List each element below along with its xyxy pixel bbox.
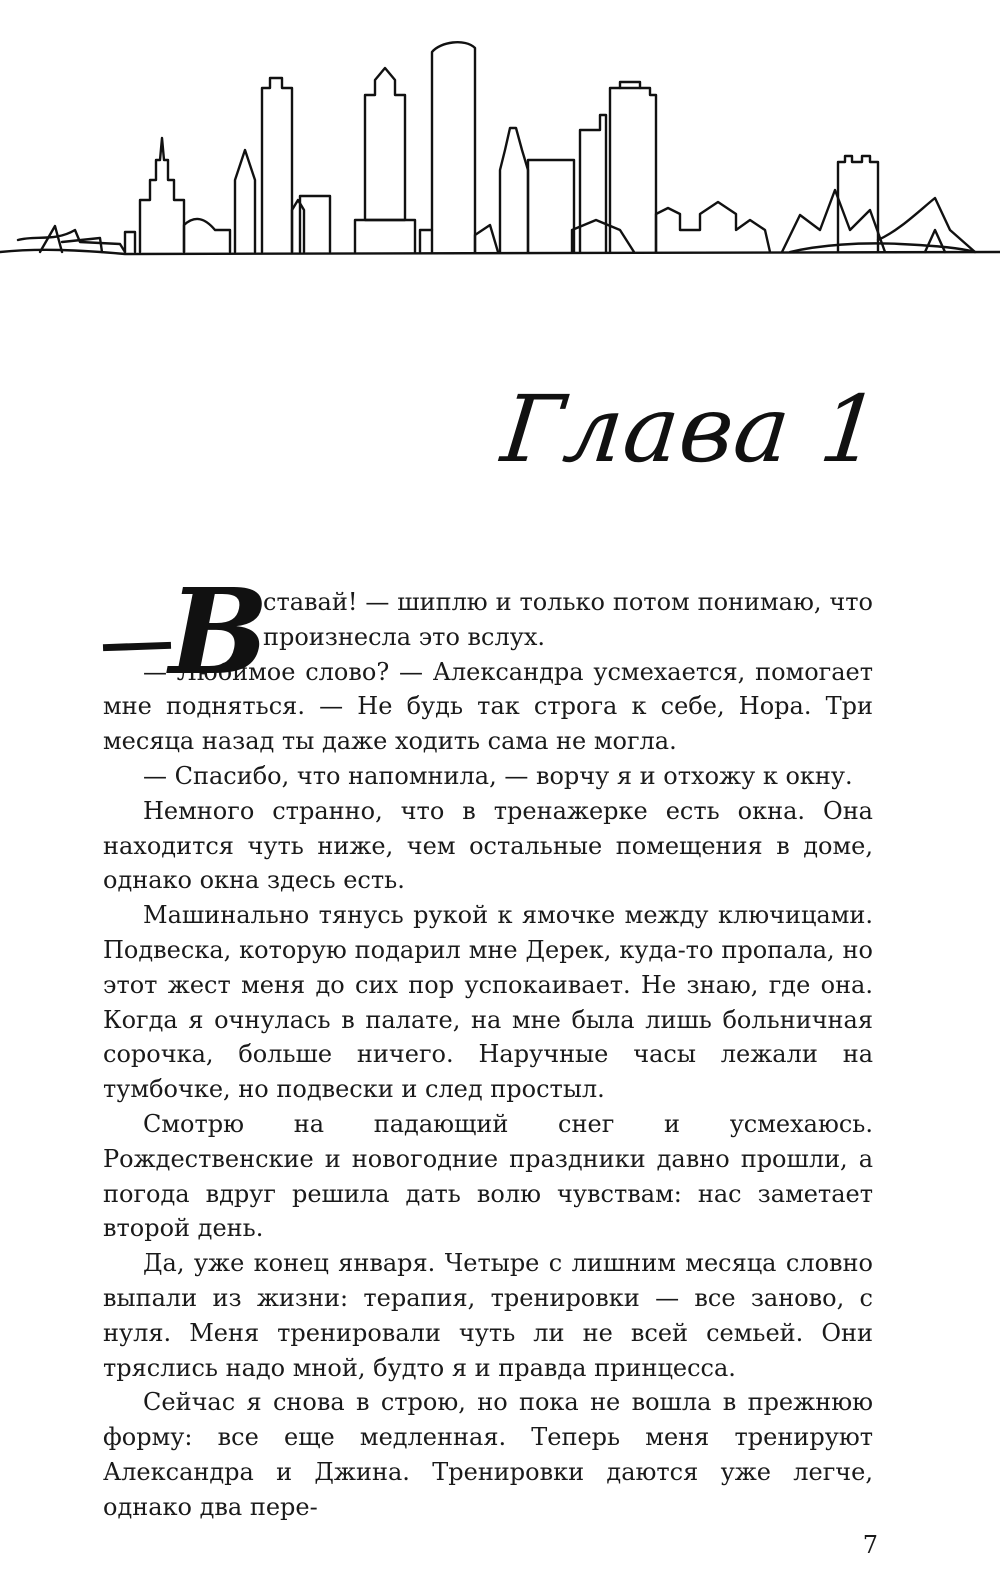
drop-cap-dash [103, 642, 171, 651]
paragraph: Машинально тянусь рукой к ямочке между ключицами. Подвеска, которую подарил мне Дерек, куда-то пропала, но этот жест меня до сих пор успокаивает. Не знаю, где она. Когда я очнулась в палате, на мне была лишь больничная сорочка, больше ничего. Наручные часы лежали на тумбочке, но подвески и след простыл. [103, 901, 873, 1104]
paragraph: Сейчас я снова в строю, но пока не вошла в прежнюю форму: все еще медленная. Теперь меня тренируют Александра и Джина. Тренировки даются уже легче, однако два пере- [103, 1388, 873, 1521]
drop-cap-letter: В [169, 562, 269, 701]
chapter-title: Глава 1 [496, 376, 886, 483]
drop-cap [103, 562, 269, 701]
body-text [103, 562, 873, 1525]
paragraph: ставай! — шиплю и только потом понимаю, что произнесла это вслух. [263, 588, 873, 651]
city-skyline-illustration [0, 30, 1000, 270]
paragraph: Смотрю на падающий снег и усмехаюсь. Рождественские и новогодние праздники давно прошли, а погода вдруг решила дать волю чувствам: нас заметает второй день. [103, 1109, 873, 1243]
paragraph: — Любимое слово? — Александра усмехается, помогает мне подняться. — Не будь так строга к себе, Нора. Три месяца назад ты даже ходить сама не могла. [103, 657, 873, 756]
paragraph: Да, уже конец января. Четыре с лишним месяца словно выпали из жизни: терапия, тренировки — все заново, с нуля. Меня тренировали чуть ли не всей семьей. Они тряслись надо мной, будто я и правда принцесса. [103, 1249, 873, 1382]
page-number: 7 [862, 1531, 878, 1559]
paragraph: — Спасибо, что напомнила, — ворчу я и отхожу к окну. [143, 761, 853, 790]
paragraph: Немного странно, что в тренажерке есть окна. Она находится чуть ниже, чем остальные помещения в доме, однако окна здесь есть. [103, 796, 873, 895]
